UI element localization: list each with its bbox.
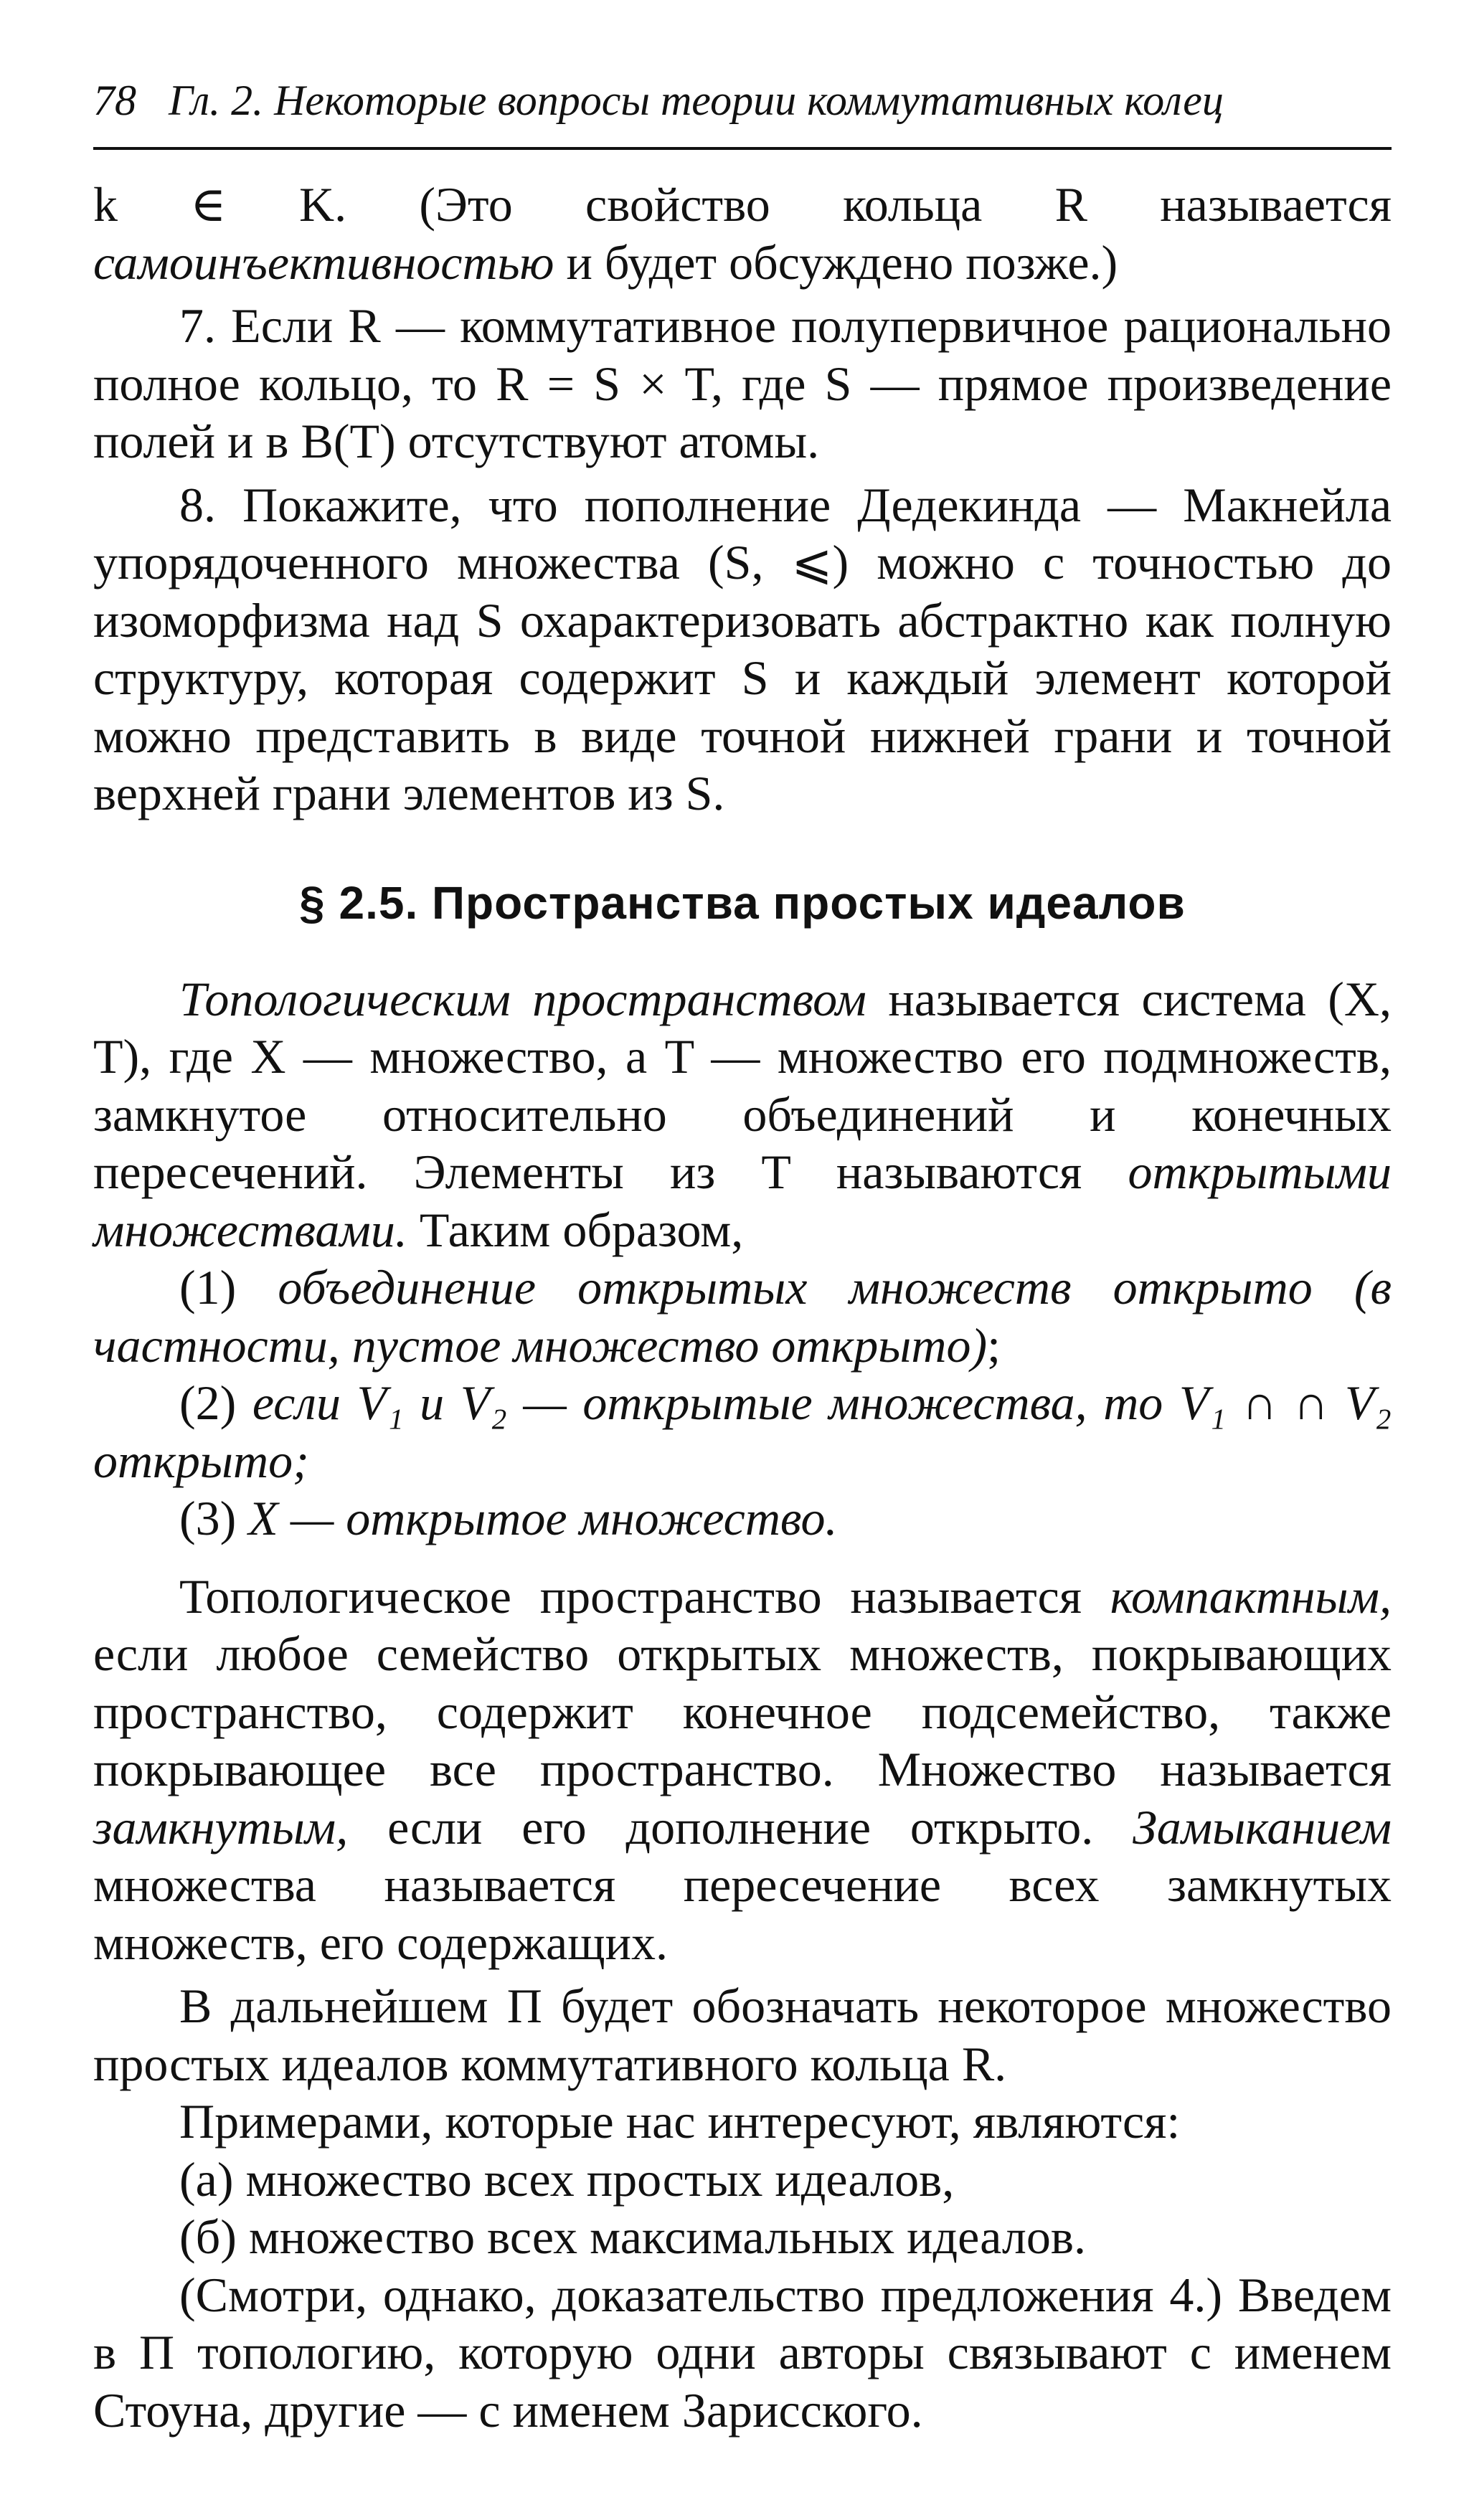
paragraph-continuation: k ∈ K. (Это свойство кольца R называется самоинъективностью и будет обсуждено позже.) xyxy=(93,177,1392,290)
page-body xyxy=(93,176,1392,2439)
example-b: (б) множество всех максимальных идеалов. xyxy=(179,2209,1086,2264)
page-number: 78 xyxy=(93,77,136,124)
header-rule xyxy=(93,147,1392,150)
running-header xyxy=(93,68,1392,133)
section-title: § 2.5. Пространства простых идеалов xyxy=(299,876,1186,929)
exercise-7: 7. Если R — коммутативное полупервичное рационально полное кольцо, то R = S × T, где S — прямое произведение полей и в B(T) отсутствуют атомы. xyxy=(93,298,1392,468)
exercise-8: 8. Покажите, что пополнение Дедекинда — Макнейла упорядоченного множества (S, ⩽) можно с точностью до изоморфизма над S охарактеризовать абстрактно как полную структуру, которая содержит S и каждый элемент которой можно представить в виде точной нижней грани и точной верхней грани элементов из S. xyxy=(93,477,1392,820)
running-title: Гл. 2. Некоторые вопросы теории коммутативных колец xyxy=(169,77,1224,124)
book-page xyxy=(93,68,1392,2439)
paragraph-compactness: Топологическое пространство называется компактным, если любое семейство открытых множеств, покрывающих пространство, содержит конечное подсемейство, также покрывающее все пространство. Множество называется замкнутым, если его дополнение открыто. Замыканием множества называется пересечение всех замкнутых множеств, его содержащих. xyxy=(93,1568,1392,1970)
axiom-1: (1) объединение открытых множеств открыто (в частности, пустое множество открыто); xyxy=(93,1260,1392,1373)
axiom-2: (2) если V₁ и V₂ — открытые множества, то V₁ ∩ ∩ V₂ открыто; xyxy=(93,1375,1392,1488)
paragraph-examples: Примерами, которые нас интересуют, являются: xyxy=(179,2094,1181,2149)
axiom-3: (3) X — открытое множество. xyxy=(179,1491,838,1545)
paragraph-prime-ideals: В дальнейшем П будет обозначать некоторое множество простых идеалов коммутативного кольца R. xyxy=(93,1979,1392,2091)
paragraph-stone-zariski: (Смотри, однако, доказательство предложения 4.) Введем в П топологию, которую одни авторы связывают с именем Стоуна, другие — с именем Зарисского. xyxy=(93,2267,1392,2438)
paragraph-topology-definition: Топологическим пространством называется система (X, T), где X — множество, а T — множество его подмножеств, замкнутое относительно объединений и конечных пересечений. Элементы из T называются открытыми множествами. Таким образом, xyxy=(93,971,1392,1257)
example-a: (а) множество всех простых идеалов, xyxy=(179,2151,955,2207)
